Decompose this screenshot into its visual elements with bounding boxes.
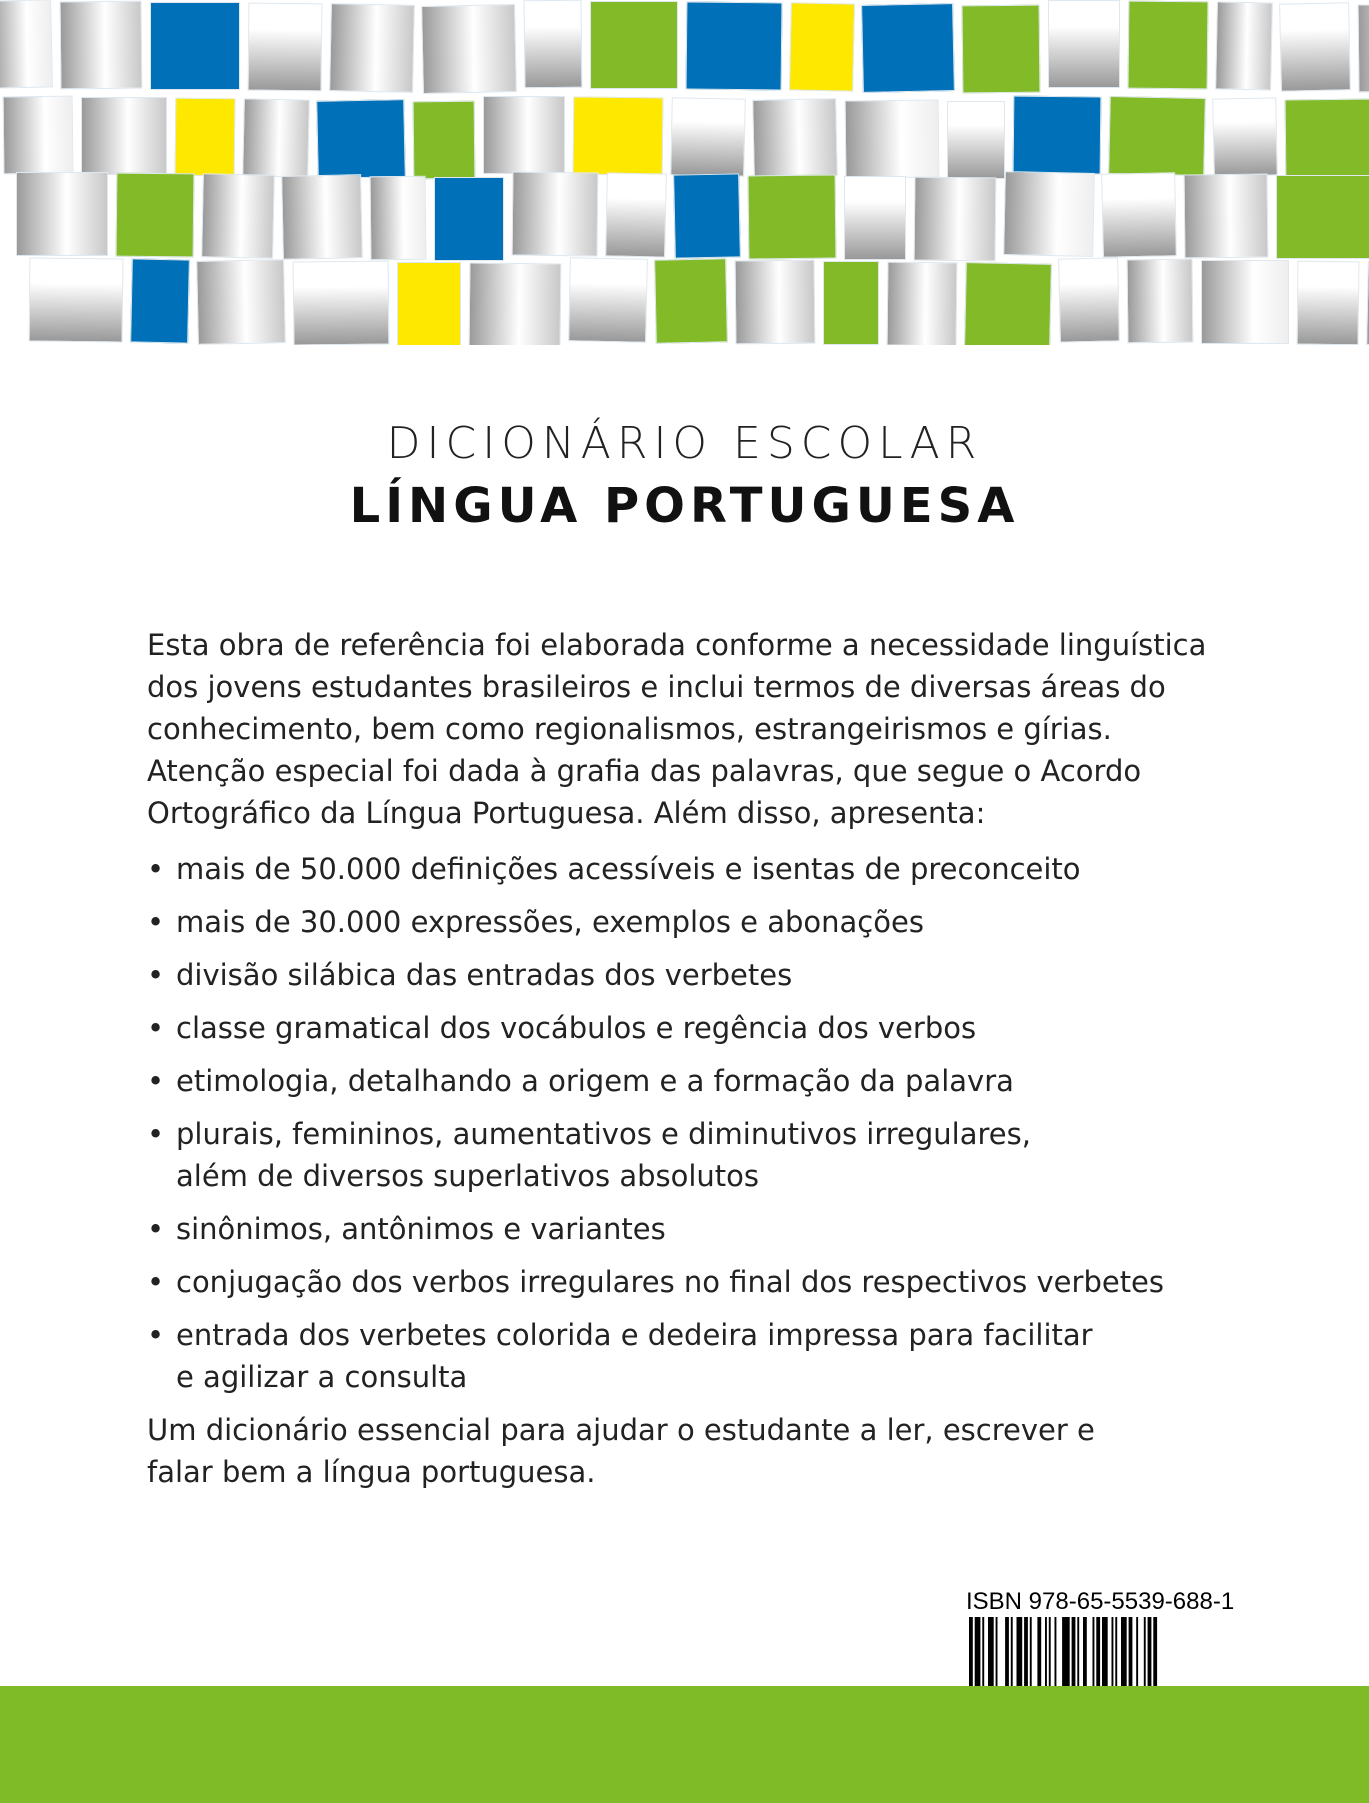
mosaic-tile xyxy=(1127,259,1194,344)
feature-list xyxy=(147,848,1227,1398)
barcode-bar xyxy=(1005,1617,1009,1687)
mosaic-tile xyxy=(1058,257,1120,342)
mosaic-tile xyxy=(1003,171,1095,257)
barcode-bar xyxy=(1112,1617,1114,1687)
mosaic-tile xyxy=(130,258,190,343)
mosaic-tile xyxy=(524,0,583,88)
mosaic-tile xyxy=(116,173,195,258)
barcode-bar xyxy=(1121,1617,1127,1687)
title-line-2: LÍNGUA PORTUGUESA xyxy=(349,478,1020,534)
mosaic-tile xyxy=(823,261,879,345)
mosaic-tile xyxy=(242,98,310,177)
list-item: • etimologia, detalhando a origem e a formação da palavra xyxy=(147,1060,1227,1102)
mosaic-tile xyxy=(81,97,167,175)
mosaic-header-art xyxy=(0,0,1369,345)
intro-paragraph: Esta obra de referência foi elaborada conforme a necessidade linguística dos jovens estudantes brasileiros e inclui termos de diversas áreas do conhecimento, bem como regionalismos, estrangeirismos e gírias. Atenção especial foi dada à grafia das palavras, que segue o Acordo Ortográfico da Língua Portuguesa. Além disso, apresenta: xyxy=(147,628,1207,830)
mosaic-tile xyxy=(1358,4,1369,93)
barcode-bar xyxy=(1093,1617,1095,1687)
mosaic-tile xyxy=(1212,97,1278,176)
mosaic-tile xyxy=(1201,260,1289,344)
mosaic-tile xyxy=(947,101,1005,179)
list-item: • divisão silábica das entradas dos verbetes xyxy=(147,954,1227,996)
mosaic-tile xyxy=(686,1,783,90)
mosaic-tile xyxy=(281,174,363,260)
barcode-bar xyxy=(969,1617,973,1687)
mosaic-tile xyxy=(329,3,415,93)
mosaic-tile xyxy=(673,173,741,258)
barcode-bar xyxy=(1062,1617,1070,1687)
mosaic-tile xyxy=(861,3,955,93)
mosaic-tile xyxy=(434,177,504,261)
barcode-bar xyxy=(1096,1617,1100,1687)
mosaic-tile xyxy=(150,2,240,90)
mosaic-tile xyxy=(196,259,286,345)
mosaic-tile xyxy=(914,177,997,262)
mosaic-tile xyxy=(512,172,599,257)
mosaic-tile xyxy=(573,97,664,176)
barcode-bar xyxy=(1037,1617,1041,1687)
barcode-bar xyxy=(988,1617,994,1687)
barcode-bar xyxy=(975,1617,981,1687)
mosaic-tile xyxy=(654,258,728,343)
mosaic-tile xyxy=(605,172,667,257)
mosaic-tile xyxy=(789,2,855,91)
barcode-bar xyxy=(1017,1617,1023,1687)
barcode-bar xyxy=(1077,1617,1079,1687)
mosaic-tile xyxy=(16,172,108,256)
mosaic-tile xyxy=(752,98,838,178)
barcode-bar xyxy=(1072,1617,1076,1687)
mosaic-tile xyxy=(1215,1,1273,90)
list-item: • mais de 30.000 expressões, exemplos e abonações xyxy=(147,901,1227,943)
mosaic-tile xyxy=(469,263,562,345)
mosaic-tile xyxy=(483,96,565,174)
mosaic-tile xyxy=(413,101,476,180)
barcode-bar xyxy=(1045,1617,1047,1687)
mosaic-tile xyxy=(568,257,648,343)
mosaic-tile xyxy=(962,5,1041,94)
barcode-bar xyxy=(1049,1617,1051,1687)
barcode-bar xyxy=(1024,1617,1028,1687)
mosaic-tile xyxy=(735,260,816,345)
mosaic-tile xyxy=(3,96,74,175)
mosaic-tile xyxy=(0,0,53,89)
list-item: • plurais, femininos, aumentativos e diminutivos irregulares, além de diversos superlativos absolutos xyxy=(147,1113,1106,1197)
mosaic-tile xyxy=(421,4,517,94)
mosaic-tile xyxy=(175,98,236,177)
mosaic-tile xyxy=(670,97,746,177)
mosaic-tile xyxy=(845,100,940,179)
mosaic-tile xyxy=(1048,0,1120,88)
barcode-bar xyxy=(1083,1617,1087,1687)
barcode-bar xyxy=(982,1617,984,1687)
barcode-bar xyxy=(1055,1617,1057,1687)
mosaic-tile xyxy=(748,175,837,260)
list-item: • conjugação dos verbos irregulares no final dos respectivos verbetes xyxy=(147,1261,1227,1303)
mosaic-tile xyxy=(844,176,906,260)
mosaic-tile xyxy=(201,173,275,258)
description xyxy=(147,624,1227,1507)
mosaic-tile xyxy=(316,99,406,179)
mosaic-tile xyxy=(964,262,1052,345)
mosaic-tile xyxy=(293,260,390,345)
barcode-bar xyxy=(996,1617,998,1687)
mosaic-tile xyxy=(1279,2,1351,91)
barcode-bar xyxy=(1011,1617,1013,1687)
barcode-bar xyxy=(1144,1617,1146,1687)
mosaic-tile xyxy=(1297,261,1360,345)
mosaic-tile xyxy=(887,262,958,345)
mosaic-tile xyxy=(1276,175,1369,259)
barcode-bar xyxy=(1148,1617,1152,1687)
mosaic-tile xyxy=(1184,174,1269,259)
list-item: • sinônimos, antônimos e variantes xyxy=(147,1208,1227,1250)
mosaic-tile xyxy=(1013,96,1102,175)
mosaic-tile xyxy=(370,176,427,261)
list-item: • classe gramatical dos vocábulos e regência dos verbos xyxy=(147,1007,1227,1049)
mosaic-tile xyxy=(1101,172,1177,258)
mosaic-tile xyxy=(1285,99,1369,178)
mosaic-tile xyxy=(397,262,461,345)
barcode-bar xyxy=(1102,1617,1108,1687)
mosaic-tile xyxy=(1108,96,1206,176)
mosaic-tile xyxy=(1128,1,1209,90)
barcode-bar xyxy=(1136,1617,1138,1687)
barcode-bar xyxy=(1030,1617,1032,1687)
footer-band xyxy=(0,1686,1369,1803)
title-line-1: DICIONÁRIO ESCOLAR xyxy=(386,418,983,469)
barcode-bar xyxy=(1115,1617,1117,1687)
closing-paragraph: Um dicionário essencial para ajudar o estudante a ler, escrever e falar bem a língua portuguesa. xyxy=(147,1413,1095,1489)
barcode xyxy=(969,1617,1209,1687)
mosaic-tile xyxy=(60,1,143,90)
isbn-text: ISBN 978-65-5539-688-1 xyxy=(966,1588,1235,1615)
mosaic-tile xyxy=(248,3,323,92)
list-item: • mais de 50.000 definições acessíveis e isentas de preconceito xyxy=(147,848,1227,890)
barcode-bar xyxy=(1129,1617,1133,1687)
list-item: • entrada dos verbetes colorida e dedeira impressa para facilitar e agilizar a consulta xyxy=(147,1314,1106,1398)
mosaic-tile xyxy=(590,1,678,89)
mosaic-tile xyxy=(29,258,124,343)
barcode-bar xyxy=(1153,1617,1157,1687)
